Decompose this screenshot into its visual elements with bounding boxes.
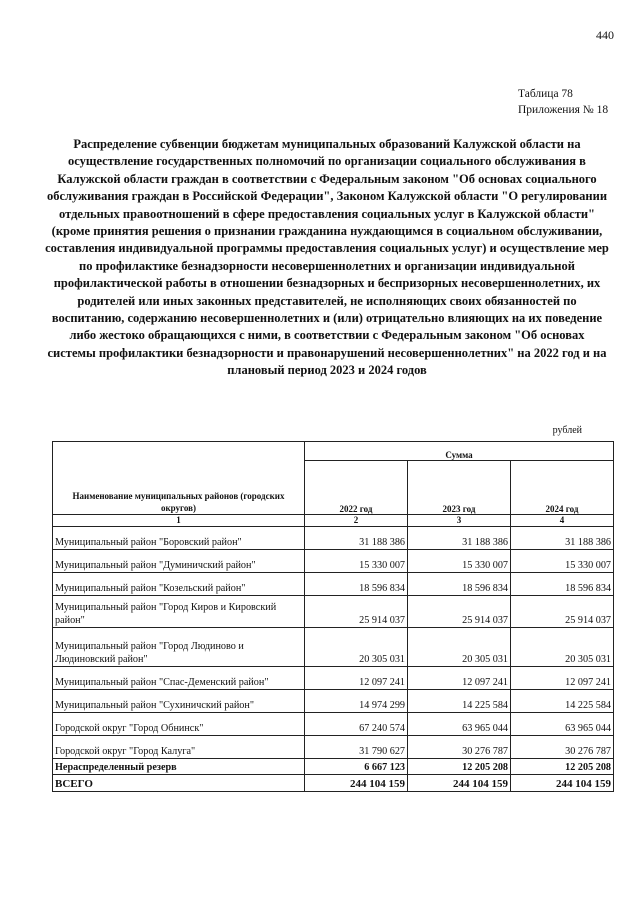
value-2024: 63 965 044 bbox=[511, 713, 614, 736]
value-2023: 20 305 031 bbox=[408, 628, 511, 667]
header-year-2024: 2024 год bbox=[511, 461, 614, 515]
table-row bbox=[53, 690, 614, 713]
header-name-column: Наименование муниципальных районов (городских округов) bbox=[53, 442, 305, 515]
value-2023: 14 225 584 bbox=[408, 690, 511, 713]
table-row bbox=[53, 736, 614, 759]
district-name: Муниципальный район "Козельский район" bbox=[53, 573, 305, 596]
district-name: Муниципальный район "Думиничский район" bbox=[53, 550, 305, 573]
value-2022: 31 790 627 bbox=[305, 736, 408, 759]
reserve-label: Нераспределенный резерв bbox=[53, 759, 305, 775]
value-2022: 67 240 574 bbox=[305, 713, 408, 736]
table-row bbox=[53, 550, 614, 573]
value-2023: 15 330 007 bbox=[408, 550, 511, 573]
reserve-row bbox=[53, 759, 614, 775]
total-2024: 244 104 159 bbox=[511, 775, 614, 792]
header-year-2022: 2022 год bbox=[305, 461, 408, 515]
table-row bbox=[53, 667, 614, 690]
column-number-row bbox=[53, 515, 614, 527]
value-2024: 31 188 386 bbox=[511, 527, 614, 550]
value-2022: 14 974 299 bbox=[305, 690, 408, 713]
value-2022: 25 914 037 bbox=[305, 596, 408, 628]
value-2024: 25 914 037 bbox=[511, 596, 614, 628]
table-row bbox=[53, 573, 614, 596]
value-2023: 63 965 044 bbox=[408, 713, 511, 736]
column-number: 2 bbox=[305, 515, 408, 527]
column-number: 1 bbox=[53, 515, 305, 527]
total-row bbox=[53, 775, 614, 792]
value-2024: 15 330 007 bbox=[511, 550, 614, 573]
document-title: Распределение субвенции бюджетам муниципальных образований Калужской области на осуществление государственных полномочий по организации социального обслуживания в Калужской области граждан в соответствии с Федеральным законом "Об основах социального обслуживания граждан в Российской Федерации", Законом Калужской области "О регулировании отдельных правоотношений в сфере предоставления социальных услуг в Калужской области" (кроме принятия решения о признании гражданина нуждающимся в социальном обслуживании, составления индивидуальной программы предоставления социальных услуг) и осуществление мер по профилактике безнадзорности несовершеннолетних и организации индивидуальной профилактической работы в отношении безнадзорных и беспризорных несовершеннолетних, их родителей или иных законных представителей, не исполняющих своих обязанностей по воспитанию, содержанию несовершеннолетних и (или) отрицательно влияющих на их поведение либо жестоко обращающихся с ними, в соответствии с Федеральным законом "Об основах системы профилактики безнадзорности и правонарушений несовершеннолетних" на 2022 год и на плановый период 2023 и 2024 годов bbox=[45, 137, 609, 378]
reserve-2024: 12 205 208 bbox=[511, 759, 614, 775]
value-2023: 30 276 787 bbox=[408, 736, 511, 759]
total-2023: 244 104 159 bbox=[408, 775, 511, 792]
table-row bbox=[53, 596, 614, 628]
column-number: 3 bbox=[408, 515, 511, 527]
header-sum: Сумма bbox=[305, 442, 614, 461]
table-label: Таблица 78 bbox=[518, 88, 573, 100]
value-2023: 12 097 241 bbox=[408, 667, 511, 690]
value-2023: 31 188 386 bbox=[408, 527, 511, 550]
value-2022: 15 330 007 bbox=[305, 550, 408, 573]
district-name: Городской округ "Город Калуга" bbox=[53, 736, 305, 759]
reserve-2022: 6 667 123 bbox=[305, 759, 408, 775]
total-label: ВСЕГО bbox=[53, 775, 305, 792]
total-2022: 244 104 159 bbox=[305, 775, 408, 792]
value-2023: 25 914 037 bbox=[408, 596, 511, 628]
district-name: Муниципальный район "Сухиничский район" bbox=[53, 690, 305, 713]
appendix-label: Приложения № 18 bbox=[518, 104, 609, 116]
district-name: Муниципальный район "Спас-Деменский район" bbox=[53, 667, 305, 690]
value-2024: 12 097 241 bbox=[511, 667, 614, 690]
value-2022: 18 596 834 bbox=[305, 573, 408, 596]
value-2022: 31 188 386 bbox=[305, 527, 408, 550]
district-name: Муниципальный район "Город Киров и Кировский район" bbox=[53, 596, 305, 628]
reserve-2023: 12 205 208 bbox=[408, 759, 511, 775]
page-number: 440 bbox=[596, 28, 614, 42]
header-year-2023: 2023 год bbox=[408, 461, 511, 515]
value-2024: 14 225 584 bbox=[511, 690, 614, 713]
table-row bbox=[53, 527, 614, 550]
value-2024: 20 305 031 bbox=[511, 628, 614, 667]
value-2024: 18 596 834 bbox=[511, 573, 614, 596]
value-2024: 30 276 787 bbox=[511, 736, 614, 759]
value-2022: 12 097 241 bbox=[305, 667, 408, 690]
table-reference bbox=[518, 86, 608, 118]
column-number: 4 bbox=[511, 515, 614, 527]
district-name: Городской округ "Город Обнинск" bbox=[53, 713, 305, 736]
units-label: рублей bbox=[552, 425, 582, 436]
district-name: Муниципальный район "Город Людиново и Людиновский район" bbox=[53, 628, 305, 667]
value-2022: 20 305 031 bbox=[305, 628, 408, 667]
subvention-table bbox=[52, 441, 614, 792]
district-name: Муниципальный район "Боровский район" bbox=[53, 527, 305, 550]
table-row bbox=[53, 628, 614, 667]
table-row bbox=[53, 713, 614, 736]
value-2023: 18 596 834 bbox=[408, 573, 511, 596]
